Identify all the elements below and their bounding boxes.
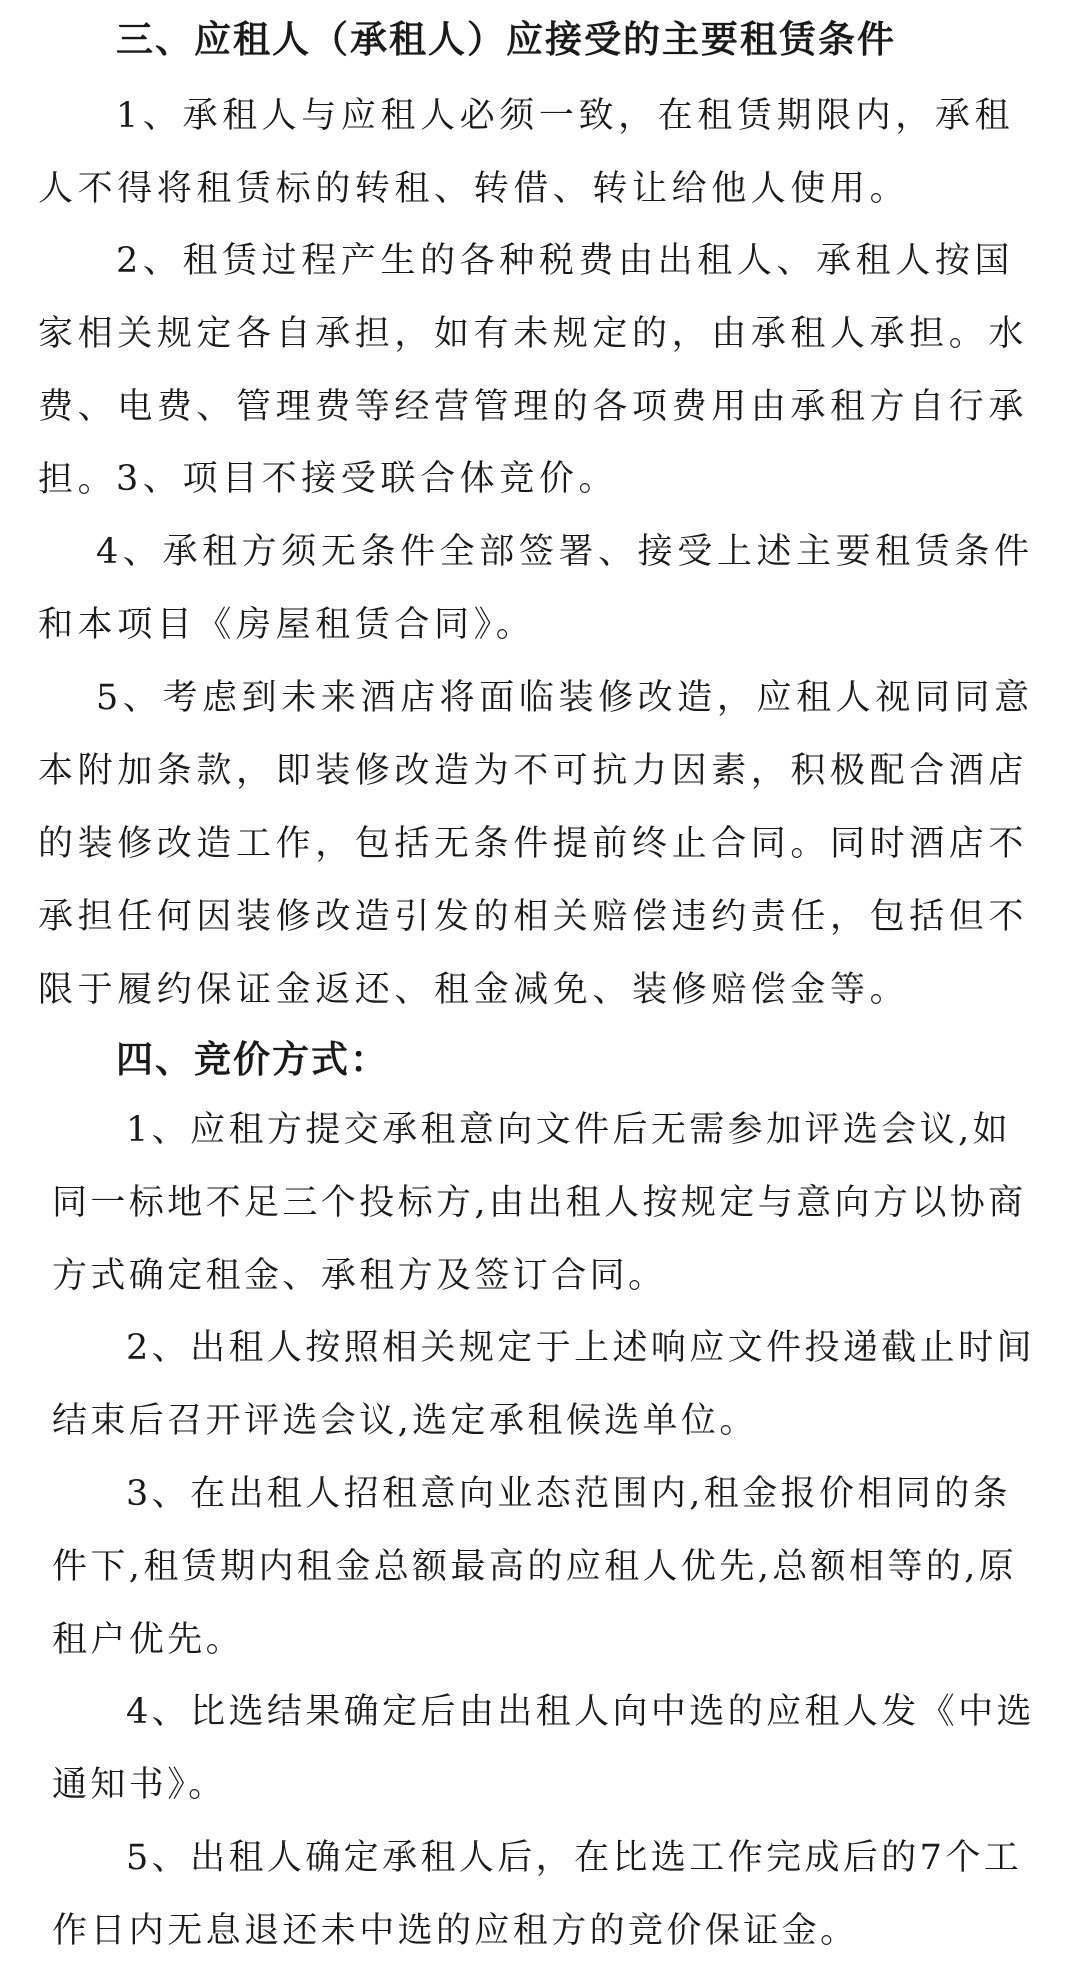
section-3-paragraph-4: 4、承租方须无条件全部签署、接受上述主要租赁条件和本项目《房屋租赁合同》。 (38, 532, 1034, 645)
section-4-paragraph-1: 1、应租方提交承租意向文件后无需参加评选会议,如同一标地不足三个投标方,由出租人按规定与意向方以协商方式确定租金、承租方及签订合同。 (52, 1110, 1027, 1296)
section-3-paragraph-2: 2、租赁过程产生的各种税费由出租人、承租人按国家相关规定各自承担，如有未规定的，由承租人承担。水费、电费、管理费等经营管理的各项费用由承租方自行承担。 (38, 241, 1029, 500)
section-3-paragraph-1: 1、承租人与应租人必须一致，在租赁期限内，承租人不得将租赁标的转租、转借、转让给他人使用。 (38, 96, 1015, 209)
section-3-paragraph-5: 5、考虑到未来酒店将面临装修改造，应租人视同同意本附加条款，即装修改造为不可抗力因素，积极配合酒店的装修改造工作，包括无条件提前终止合同。同时酒店不承担任何因装修改造引发的相关赔偿违约责任，包括但不限于履约保证金返还、租金减免、装修赔偿金等。 (38, 678, 1034, 1010)
section-4-paragraph-3: 3、在出租人招租意向业态范围内,租金报价相同的条件下,租赁期内租金总额最高的应租人优先,总额相等的,原租户优先。 (52, 1474, 1018, 1660)
section-4-heading: 四、竞价方式： (116, 1038, 389, 1081)
section-3-heading: 三、应租人（承租人）应接受的主要租赁条件 (116, 18, 896, 61)
section-4-paragraph-2: 2、出租人按照相关规定于上述响应文件投递截止时间结束后召开评选会议,选定承租候选单位。 (52, 1328, 1035, 1441)
section-3-paragraph-3: 3、项目不接受联合体竞价。 (116, 459, 619, 499)
section-4-paragraph-4: 4、比选结果确定后由出租人向中选的应租人发《中选通知书》。 (52, 1692, 1035, 1805)
section-4-paragraph-5: 5、出租人确定承租人后，在比选工作完成后的7个工作日内无息退还未中选的应租方的竞价保证金。 (52, 1838, 1023, 1951)
